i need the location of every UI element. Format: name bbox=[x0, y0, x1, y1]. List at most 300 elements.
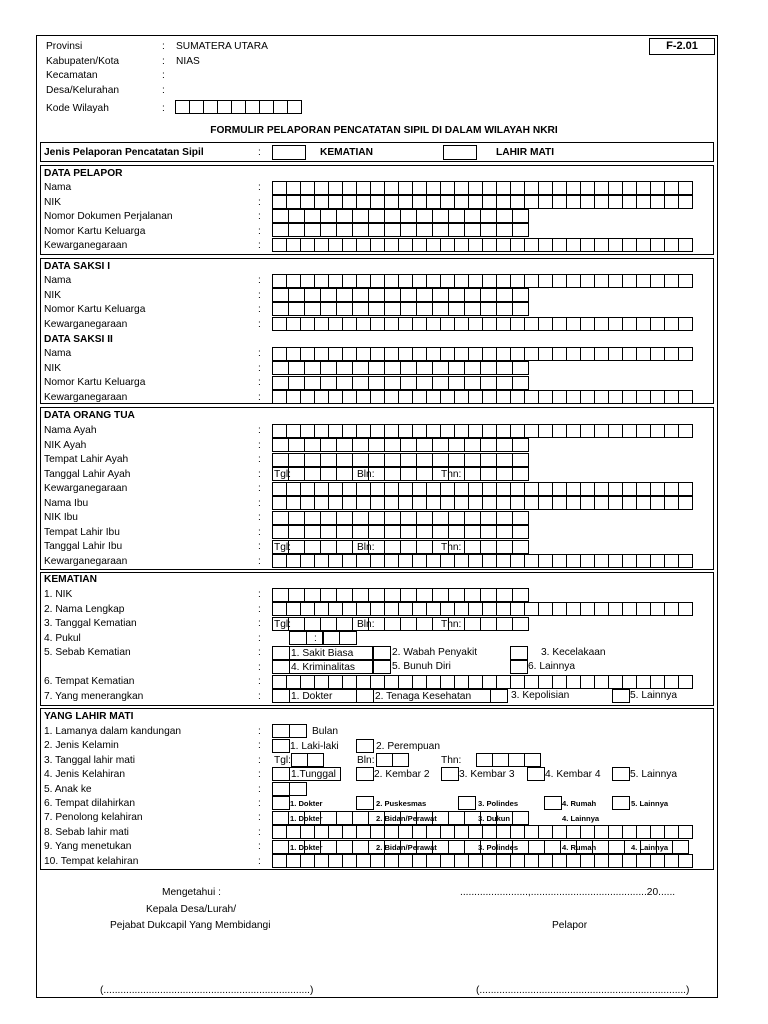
input-cell[interactable] bbox=[678, 195, 693, 209]
input-cell[interactable] bbox=[496, 825, 511, 839]
kelahiran-3-checkbox[interactable] bbox=[441, 767, 459, 781]
saksi1-nama-cells[interactable] bbox=[272, 274, 692, 288]
input-cell[interactable] bbox=[286, 181, 301, 195]
input-cell[interactable] bbox=[300, 238, 315, 252]
input-cell[interactable] bbox=[328, 482, 343, 496]
input-cell[interactable] bbox=[328, 602, 343, 616]
input-cell[interactable] bbox=[448, 376, 465, 390]
input-cell[interactable] bbox=[608, 390, 623, 404]
input-cell[interactable] bbox=[512, 467, 529, 481]
input-cell[interactable] bbox=[426, 317, 441, 331]
input-cell[interactable] bbox=[272, 390, 287, 404]
input-cell[interactable] bbox=[512, 588, 529, 602]
input-cell[interactable] bbox=[288, 525, 305, 539]
input-cell[interactable] bbox=[300, 496, 315, 510]
input-cell[interactable] bbox=[482, 554, 497, 568]
input-cell[interactable] bbox=[272, 361, 289, 375]
input-cell[interactable] bbox=[468, 317, 483, 331]
input-cell[interactable] bbox=[496, 482, 511, 496]
input-cell[interactable] bbox=[272, 840, 289, 854]
input-cell[interactable] bbox=[538, 424, 553, 438]
input-cell[interactable] bbox=[524, 753, 541, 767]
input-cell[interactable] bbox=[480, 588, 497, 602]
input-cell[interactable] bbox=[566, 675, 581, 689]
input-cell[interactable] bbox=[622, 496, 637, 510]
input-cell[interactable] bbox=[496, 361, 513, 375]
input-cell[interactable] bbox=[622, 602, 637, 616]
input-cell[interactable] bbox=[512, 361, 529, 375]
input-cell[interactable] bbox=[320, 540, 337, 554]
input-cell[interactable] bbox=[336, 438, 353, 452]
input-cell[interactable] bbox=[566, 238, 581, 252]
input-cell[interactable] bbox=[496, 274, 511, 288]
input-cell[interactable] bbox=[336, 376, 353, 390]
input-cell[interactable] bbox=[314, 317, 329, 331]
signature-left[interactable]: (.........................................................................) bbox=[100, 985, 314, 996]
input-cell[interactable] bbox=[524, 496, 539, 510]
input-cell[interactable] bbox=[426, 195, 441, 209]
input-cell[interactable] bbox=[480, 438, 497, 452]
input-cell[interactable] bbox=[384, 274, 399, 288]
input-cell[interactable] bbox=[272, 675, 287, 689]
input-cell[interactable] bbox=[412, 675, 427, 689]
input-cell[interactable] bbox=[468, 424, 483, 438]
input-cell[interactable] bbox=[368, 288, 385, 302]
input-cell[interactable] bbox=[480, 540, 497, 554]
input-cell[interactable] bbox=[203, 100, 218, 114]
input-cell[interactable] bbox=[594, 602, 609, 616]
input-cell[interactable] bbox=[272, 424, 287, 438]
input-cell[interactable] bbox=[678, 274, 693, 288]
input-cell[interactable] bbox=[416, 453, 433, 467]
saksi2-kk-cells[interactable] bbox=[272, 376, 528, 390]
input-cell[interactable] bbox=[304, 223, 321, 237]
input-cell[interactable] bbox=[400, 525, 417, 539]
input-cell[interactable] bbox=[566, 424, 581, 438]
input-cell[interactable] bbox=[580, 482, 595, 496]
input-cell[interactable] bbox=[594, 825, 609, 839]
input-cell[interactable] bbox=[538, 854, 553, 868]
input-cell[interactable] bbox=[608, 317, 623, 331]
input-cell[interactable] bbox=[650, 195, 665, 209]
input-cell[interactable] bbox=[272, 209, 289, 223]
input-cell[interactable] bbox=[342, 195, 357, 209]
input-cell[interactable] bbox=[512, 209, 529, 223]
input-cell[interactable] bbox=[580, 496, 595, 510]
input-cell[interactable] bbox=[400, 209, 417, 223]
input-cell[interactable] bbox=[342, 854, 357, 868]
input-cell[interactable] bbox=[480, 209, 497, 223]
input-cell[interactable] bbox=[636, 602, 651, 616]
input-cell[interactable] bbox=[454, 602, 469, 616]
input-cell[interactable] bbox=[622, 854, 637, 868]
pukul-jam-cells[interactable] bbox=[289, 631, 323, 645]
input-cell[interactable] bbox=[336, 361, 353, 375]
input-cell[interactable] bbox=[468, 347, 483, 361]
input-cell[interactable] bbox=[272, 238, 287, 252]
sebab-3-checkbox[interactable] bbox=[510, 646, 528, 660]
input-cell[interactable] bbox=[440, 482, 455, 496]
input-cell[interactable] bbox=[480, 302, 497, 316]
input-cell[interactable] bbox=[352, 511, 369, 525]
input-cell[interactable] bbox=[566, 274, 581, 288]
input-cell[interactable] bbox=[412, 825, 427, 839]
input-cell[interactable] bbox=[336, 588, 353, 602]
saksi1-kewarganegaraan-cells[interactable] bbox=[272, 317, 692, 331]
input-cell[interactable] bbox=[482, 181, 497, 195]
input-cell[interactable] bbox=[496, 390, 511, 404]
input-cell[interactable] bbox=[512, 525, 529, 539]
input-cell[interactable] bbox=[636, 390, 651, 404]
input-cell[interactable] bbox=[328, 554, 343, 568]
input-cell[interactable] bbox=[454, 675, 469, 689]
input-cell[interactable] bbox=[314, 347, 329, 361]
input-cell[interactable] bbox=[678, 238, 693, 252]
input-cell[interactable] bbox=[448, 525, 465, 539]
input-cell[interactable] bbox=[300, 554, 315, 568]
input-cell[interactable] bbox=[480, 288, 497, 302]
input-cell[interactable] bbox=[608, 496, 623, 510]
input-cell[interactable] bbox=[432, 525, 449, 539]
date-line[interactable]: ........................,.........................................20...... bbox=[460, 887, 676, 898]
input-cell[interactable] bbox=[356, 181, 371, 195]
input-cell[interactable] bbox=[384, 223, 401, 237]
input-cell[interactable] bbox=[566, 854, 581, 868]
input-cell[interactable] bbox=[454, 195, 469, 209]
input-cell[interactable] bbox=[412, 854, 427, 868]
input-cell[interactable] bbox=[286, 482, 301, 496]
input-cell[interactable] bbox=[342, 274, 357, 288]
input-cell[interactable] bbox=[398, 496, 413, 510]
saksi2-nama-cells[interactable] bbox=[272, 347, 692, 361]
tanggal-kematian-cells[interactable] bbox=[272, 617, 528, 631]
input-cell[interactable] bbox=[468, 482, 483, 496]
input-cell[interactable] bbox=[328, 238, 343, 252]
input-cell[interactable] bbox=[286, 274, 301, 288]
input-cell[interactable] bbox=[336, 302, 353, 316]
menerangkan-1-checkbox[interactable] bbox=[272, 689, 290, 703]
input-cell[interactable] bbox=[384, 302, 401, 316]
input-cell[interactable] bbox=[426, 238, 441, 252]
input-cell[interactable] bbox=[368, 511, 385, 525]
input-cell[interactable] bbox=[400, 361, 417, 375]
input-cell[interactable] bbox=[356, 675, 371, 689]
input-cell[interactable] bbox=[468, 602, 483, 616]
pukul-menit-cells[interactable] bbox=[322, 631, 356, 645]
input-cell[interactable] bbox=[356, 482, 371, 496]
input-cell[interactable] bbox=[636, 825, 651, 839]
input-cell[interactable] bbox=[412, 195, 427, 209]
input-cell[interactable] bbox=[510, 317, 525, 331]
input-cell[interactable] bbox=[552, 496, 567, 510]
input-cell[interactable] bbox=[384, 453, 401, 467]
lahir-mati-tgl-cells[interactable] bbox=[291, 753, 323, 767]
input-cell[interactable] bbox=[524, 390, 539, 404]
input-cell[interactable] bbox=[664, 181, 679, 195]
input-cell[interactable] bbox=[320, 209, 337, 223]
tempat-kelahiran-cells[interactable] bbox=[272, 854, 692, 868]
input-cell[interactable] bbox=[454, 554, 469, 568]
input-cell[interactable] bbox=[482, 347, 497, 361]
input-cell[interactable] bbox=[566, 390, 581, 404]
input-cell[interactable] bbox=[231, 100, 246, 114]
input-cell[interactable] bbox=[272, 438, 289, 452]
input-cell[interactable] bbox=[496, 347, 511, 361]
input-cell[interactable] bbox=[608, 238, 623, 252]
input-cell[interactable] bbox=[448, 288, 465, 302]
input-cell[interactable] bbox=[398, 482, 413, 496]
input-cell[interactable] bbox=[538, 317, 553, 331]
input-cell[interactable] bbox=[426, 854, 441, 868]
input-cell[interactable] bbox=[392, 753, 409, 767]
input-cell[interactable] bbox=[336, 540, 353, 554]
input-cell[interactable] bbox=[300, 347, 315, 361]
input-cell[interactable] bbox=[400, 223, 417, 237]
input-cell[interactable] bbox=[384, 525, 401, 539]
input-cell[interactable] bbox=[286, 854, 301, 868]
input-cell[interactable] bbox=[300, 602, 315, 616]
input-cell[interactable] bbox=[368, 223, 385, 237]
input-cell[interactable] bbox=[538, 482, 553, 496]
input-cell[interactable] bbox=[368, 525, 385, 539]
input-cell[interactable] bbox=[342, 347, 357, 361]
input-cell[interactable] bbox=[510, 390, 525, 404]
input-cell[interactable] bbox=[650, 825, 665, 839]
input-cell[interactable] bbox=[398, 825, 413, 839]
input-cell[interactable] bbox=[480, 361, 497, 375]
input-cell[interactable] bbox=[594, 317, 609, 331]
input-cell[interactable] bbox=[538, 675, 553, 689]
input-cell[interactable] bbox=[384, 825, 399, 839]
input-cell[interactable] bbox=[464, 438, 481, 452]
input-cell[interactable] bbox=[352, 288, 369, 302]
input-cell[interactable] bbox=[440, 496, 455, 510]
input-cell[interactable] bbox=[304, 209, 321, 223]
input-cell[interactable] bbox=[510, 482, 525, 496]
input-cell[interactable] bbox=[608, 181, 623, 195]
input-cell[interactable] bbox=[384, 467, 401, 481]
input-cell[interactable] bbox=[412, 496, 427, 510]
input-cell[interactable] bbox=[352, 223, 369, 237]
input-cell[interactable] bbox=[650, 496, 665, 510]
input-cell[interactable] bbox=[328, 496, 343, 510]
input-cell[interactable] bbox=[398, 181, 413, 195]
input-cell[interactable] bbox=[608, 554, 623, 568]
saksi1-kk-cells[interactable] bbox=[272, 302, 528, 316]
input-cell[interactable] bbox=[286, 602, 301, 616]
input-cell[interactable] bbox=[426, 390, 441, 404]
input-cell[interactable] bbox=[272, 482, 287, 496]
input-cell[interactable] bbox=[272, 588, 289, 602]
input-cell[interactable] bbox=[426, 554, 441, 568]
input-cell[interactable] bbox=[352, 302, 369, 316]
kelahiran-5-checkbox[interactable] bbox=[612, 767, 630, 781]
input-cell[interactable] bbox=[468, 390, 483, 404]
input-cell[interactable] bbox=[416, 302, 433, 316]
input-cell[interactable] bbox=[664, 675, 679, 689]
input-cell[interactable] bbox=[384, 424, 399, 438]
input-cell[interactable] bbox=[328, 854, 343, 868]
input-cell[interactable] bbox=[288, 288, 305, 302]
tempat-1-checkbox[interactable] bbox=[272, 796, 290, 810]
input-cell[interactable] bbox=[538, 347, 553, 361]
input-cell[interactable] bbox=[370, 424, 385, 438]
input-cell[interactable] bbox=[608, 675, 623, 689]
input-cell[interactable] bbox=[288, 511, 305, 525]
input-cell[interactable] bbox=[650, 181, 665, 195]
input-cell[interactable] bbox=[622, 347, 637, 361]
input-cell[interactable] bbox=[454, 424, 469, 438]
input-cell[interactable] bbox=[482, 195, 497, 209]
input-cell[interactable] bbox=[480, 511, 497, 525]
input-cell[interactable] bbox=[440, 675, 455, 689]
input-cell[interactable] bbox=[286, 424, 301, 438]
nama-ayah-cells[interactable] bbox=[272, 424, 692, 438]
input-cell[interactable] bbox=[416, 588, 433, 602]
input-cell[interactable] bbox=[328, 390, 343, 404]
input-cell[interactable] bbox=[664, 854, 679, 868]
input-cell[interactable] bbox=[524, 238, 539, 252]
kewarganegaraan-ayah-cells[interactable] bbox=[272, 482, 692, 496]
input-cell[interactable] bbox=[400, 438, 417, 452]
input-cell[interactable] bbox=[304, 588, 321, 602]
input-cell[interactable] bbox=[678, 181, 693, 195]
input-cell[interactable] bbox=[512, 376, 529, 390]
input-cell[interactable] bbox=[440, 854, 455, 868]
kewarganegaraan-ibu-cells[interactable] bbox=[272, 554, 692, 568]
input-cell[interactable] bbox=[314, 424, 329, 438]
input-cell[interactable] bbox=[524, 195, 539, 209]
input-cell[interactable] bbox=[376, 753, 393, 767]
input-cell[interactable] bbox=[416, 438, 433, 452]
input-cell[interactable] bbox=[356, 424, 371, 438]
input-cell[interactable] bbox=[580, 424, 595, 438]
input-cell[interactable] bbox=[370, 274, 385, 288]
input-cell[interactable] bbox=[650, 238, 665, 252]
sebab-1-checkbox[interactable] bbox=[272, 646, 290, 660]
input-cell[interactable] bbox=[368, 588, 385, 602]
input-cell[interactable] bbox=[416, 525, 433, 539]
input-cell[interactable] bbox=[608, 482, 623, 496]
input-cell[interactable] bbox=[342, 317, 357, 331]
input-cell[interactable] bbox=[339, 631, 357, 645]
input-cell[interactable] bbox=[622, 390, 637, 404]
input-cell[interactable] bbox=[189, 100, 204, 114]
input-cell[interactable] bbox=[384, 602, 399, 616]
input-cell[interactable] bbox=[678, 854, 693, 868]
input-cell[interactable] bbox=[524, 602, 539, 616]
input-cell[interactable] bbox=[594, 238, 609, 252]
input-cell[interactable] bbox=[622, 424, 637, 438]
input-cell[interactable] bbox=[650, 482, 665, 496]
nama-ibu-cells[interactable] bbox=[272, 496, 692, 510]
input-cell[interactable] bbox=[510, 602, 525, 616]
input-cell[interactable] bbox=[304, 361, 321, 375]
input-cell[interactable] bbox=[496, 554, 511, 568]
input-cell[interactable] bbox=[524, 554, 539, 568]
input-cell[interactable] bbox=[314, 496, 329, 510]
input-cell[interactable] bbox=[286, 554, 301, 568]
input-cell[interactable] bbox=[432, 588, 449, 602]
input-cell[interactable] bbox=[678, 424, 693, 438]
input-cell[interactable] bbox=[300, 424, 315, 438]
input-cell[interactable] bbox=[664, 390, 679, 404]
input-cell[interactable] bbox=[594, 424, 609, 438]
input-cell[interactable] bbox=[320, 438, 337, 452]
input-cell[interactable] bbox=[370, 195, 385, 209]
input-cell[interactable] bbox=[524, 317, 539, 331]
input-cell[interactable] bbox=[432, 376, 449, 390]
kematian-nama-cells[interactable] bbox=[272, 602, 692, 616]
input-cell[interactable] bbox=[272, 274, 287, 288]
tempat-3-checkbox[interactable] bbox=[458, 796, 476, 810]
input-cell[interactable] bbox=[678, 347, 693, 361]
input-cell[interactable] bbox=[480, 525, 497, 539]
input-cell[interactable] bbox=[448, 840, 465, 854]
input-cell[interactable] bbox=[356, 602, 371, 616]
input-cell[interactable] bbox=[482, 825, 497, 839]
input-cell[interactable] bbox=[272, 453, 289, 467]
input-cell[interactable] bbox=[320, 617, 337, 631]
input-cell[interactable] bbox=[304, 617, 321, 631]
input-cell[interactable] bbox=[304, 438, 321, 452]
input-cell[interactable] bbox=[300, 482, 315, 496]
input-cell[interactable] bbox=[538, 554, 553, 568]
input-cell[interactable] bbox=[454, 274, 469, 288]
input-cell[interactable] bbox=[448, 438, 465, 452]
input-cell[interactable] bbox=[384, 675, 399, 689]
input-cell[interactable] bbox=[368, 302, 385, 316]
input-cell[interactable] bbox=[398, 602, 413, 616]
tempat-kematian-cells[interactable] bbox=[272, 675, 692, 689]
input-cell[interactable] bbox=[412, 554, 427, 568]
input-cell[interactable] bbox=[300, 195, 315, 209]
input-cell[interactable] bbox=[426, 496, 441, 510]
input-cell[interactable] bbox=[510, 181, 525, 195]
input-cell[interactable] bbox=[412, 317, 427, 331]
input-cell[interactable] bbox=[412, 347, 427, 361]
input-cell[interactable] bbox=[320, 588, 337, 602]
kode-wilayah-cells[interactable] bbox=[175, 100, 301, 114]
input-cell[interactable] bbox=[464, 540, 481, 554]
input-cell[interactable] bbox=[496, 453, 513, 467]
pelapor-kk-cells[interactable] bbox=[272, 223, 528, 237]
input-cell[interactable] bbox=[440, 317, 455, 331]
input-cell[interactable] bbox=[400, 467, 417, 481]
input-cell[interactable] bbox=[566, 825, 581, 839]
input-cell[interactable] bbox=[510, 195, 525, 209]
input-cell[interactable] bbox=[440, 238, 455, 252]
input-cell[interactable] bbox=[416, 376, 433, 390]
input-cell[interactable] bbox=[288, 588, 305, 602]
input-cell[interactable] bbox=[650, 675, 665, 689]
input-cell[interactable] bbox=[288, 438, 305, 452]
input-cell[interactable] bbox=[454, 181, 469, 195]
input-cell[interactable] bbox=[594, 496, 609, 510]
input-cell[interactable] bbox=[594, 195, 609, 209]
input-cell[interactable] bbox=[368, 361, 385, 375]
input-cell[interactable] bbox=[432, 438, 449, 452]
input-cell[interactable] bbox=[300, 181, 315, 195]
input-cell[interactable] bbox=[314, 482, 329, 496]
signature-right[interactable]: (.........................................................................) bbox=[476, 985, 690, 996]
input-cell[interactable] bbox=[352, 525, 369, 539]
input-cell[interactable] bbox=[650, 554, 665, 568]
input-cell[interactable] bbox=[512, 288, 529, 302]
input-cell[interactable] bbox=[512, 540, 529, 554]
input-cell[interactable] bbox=[352, 361, 369, 375]
input-cell[interactable] bbox=[496, 617, 513, 631]
